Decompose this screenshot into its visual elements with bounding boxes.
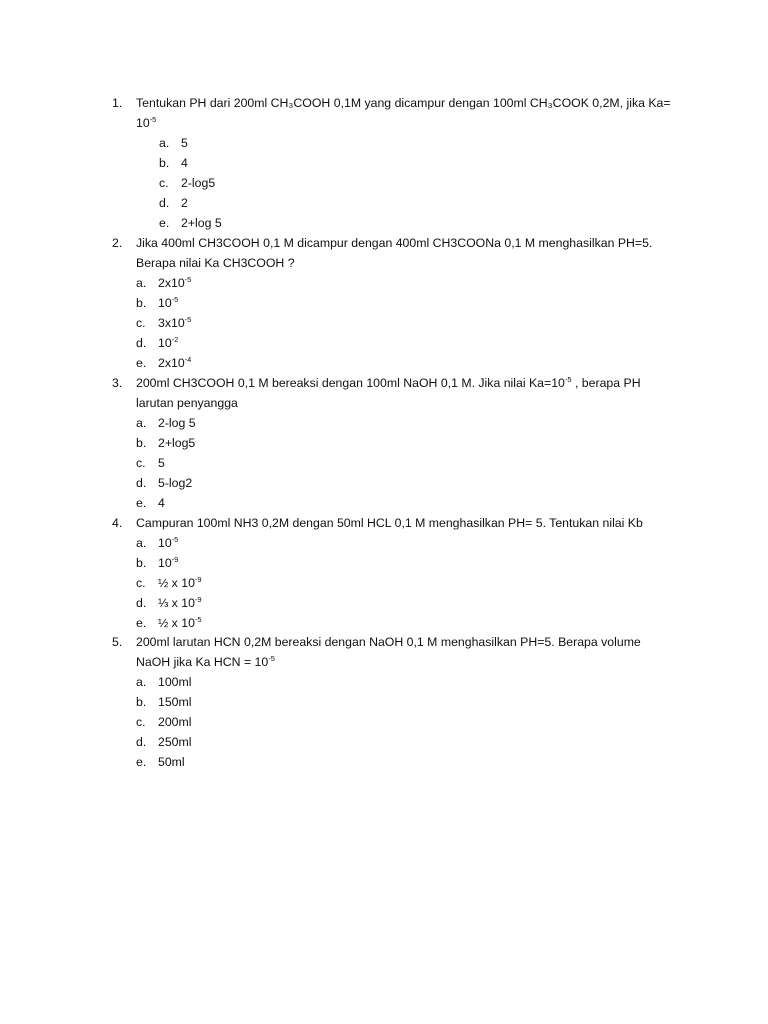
exponent: -5 — [171, 295, 179, 304]
option-value: 4 — [181, 156, 188, 170]
question-line: Berapa nilai Ka CH3COOH ? — [136, 256, 295, 270]
option-value: 100ml — [158, 675, 192, 689]
question-5 — [112, 632, 672, 672]
option-label: a. — [136, 416, 147, 430]
option-value: 2-log5 — [181, 176, 216, 190]
exponent: -5 — [184, 315, 192, 324]
question-line — [136, 652, 672, 672]
exponent-base: 10 — [136, 116, 150, 130]
option-label: d. — [136, 735, 147, 749]
exponent-base: 2x10 — [158, 276, 185, 290]
option-value — [158, 593, 202, 613]
option-value: 2 — [181, 196, 188, 210]
question-2 — [112, 233, 672, 273]
option-label: b. — [136, 436, 147, 450]
exponent: -5 — [171, 535, 179, 544]
option-value — [158, 553, 178, 573]
option-value: 150ml — [158, 695, 192, 709]
option-value — [158, 533, 178, 553]
question-line — [136, 113, 672, 133]
question-line: 200ml larutan HCN 0,2M bereaksi dengan NaOH 0,1 M menghasilkan PH=5. Berapa volume — [136, 635, 641, 649]
question-number: 1. — [112, 96, 123, 110]
option-value — [158, 573, 202, 593]
option-label: c. — [136, 715, 146, 729]
option-label: a. — [159, 136, 170, 150]
exponent-base: ½ x 10 — [158, 576, 195, 590]
question-text — [136, 93, 672, 133]
option-label: a. — [136, 536, 147, 550]
exponent: -4 — [184, 355, 192, 364]
option-label: e. — [136, 755, 147, 769]
exponent-base: 10 — [158, 536, 172, 550]
option-value: 5-log2 — [158, 476, 193, 490]
exponent-base: 10 — [158, 296, 172, 310]
question-line: Jika 400ml CH3COOH 0,1 M dicampur dengan 400ml CH3COONa 0,1 M menghasilkan PH=5. — [136, 236, 653, 250]
option-value: 4 — [158, 496, 165, 510]
exponent: -2 — [171, 335, 179, 344]
option-value — [158, 313, 191, 333]
question-number: 2. — [112, 236, 123, 250]
exponent-base: 2x10 — [158, 356, 185, 370]
option-label: c. — [136, 316, 146, 330]
option-label: a. — [136, 675, 147, 689]
exponent-base: 10 — [158, 556, 172, 570]
question-1 — [112, 93, 672, 133]
question-line: Tentukan PH dari 200ml CH₃COOH 0,1M yang dicampur dengan 100ml CH₃COOK 0,2M, jika Ka= — [136, 96, 671, 110]
option-label: d. — [136, 336, 147, 350]
option-label: b. — [159, 156, 170, 170]
question-line-part: 200ml CH3COOH 0,1 M bereaksi dengan 100ml NaOH 0,1 M. Jika nilai Ka=10 — [136, 376, 565, 390]
option-label: d. — [136, 596, 147, 610]
option-label: e. — [159, 216, 170, 230]
exponent-base: ½ x 10 — [158, 616, 195, 630]
option-value — [158, 273, 191, 293]
question-text — [136, 233, 672, 273]
option-label: e. — [136, 616, 147, 630]
option-value: 5 — [181, 136, 188, 150]
question-text — [136, 632, 672, 672]
exponent: -5 — [149, 115, 157, 124]
option-value — [158, 613, 202, 633]
question-text — [136, 513, 672, 533]
option-value: 5 — [158, 456, 165, 470]
exponent-base: NaOH jika Ka HCN = 10 — [136, 655, 269, 669]
question-text — [136, 373, 672, 413]
option-label: a. — [136, 276, 147, 290]
option-value: 50ml — [158, 755, 185, 769]
option-label: e. — [136, 496, 147, 510]
option-value: 2-log 5 — [158, 416, 196, 430]
option-value — [158, 353, 191, 373]
exponent: -5 — [184, 275, 192, 284]
exponent-base: 10 — [158, 336, 172, 350]
option-label: e. — [136, 356, 147, 370]
exponent: -9 — [194, 575, 202, 584]
option-label: d. — [159, 196, 170, 210]
question-line — [136, 373, 672, 393]
question-number: 5. — [112, 635, 123, 649]
exponent: -5 — [268, 654, 275, 663]
question-3 — [112, 373, 672, 413]
option-label: d. — [136, 476, 147, 490]
option-label: b. — [136, 556, 147, 570]
question-4 — [112, 513, 672, 533]
exponent-base: ⅓ x 10 — [158, 596, 195, 610]
option-value — [158, 293, 178, 313]
option-label: c. — [136, 576, 146, 590]
question-line: larutan penyangga — [136, 396, 238, 410]
exponent-base: 3x10 — [158, 316, 185, 330]
exponent: -5 — [564, 375, 572, 384]
option-value: 2+log 5 — [181, 216, 222, 230]
option-label: c. — [159, 176, 169, 190]
option-value: 2+log5 — [158, 436, 196, 450]
option-value: 200ml — [158, 715, 192, 729]
option-label: c. — [136, 456, 146, 470]
question-number: 3. — [112, 376, 123, 390]
exponent: -9 — [194, 595, 202, 604]
question-line: Campuran 100ml NH3 0,2M dengan 50ml HCL 0,1 M menghasilkan PH= 5. Tentukan nilai Kb — [136, 516, 643, 530]
exponent: -9 — [171, 555, 179, 564]
option-label: b. — [136, 695, 147, 709]
question-line-part: , berapa PH — [571, 376, 641, 390]
question-number: 4. — [112, 516, 123, 530]
exponent: -5 — [194, 615, 202, 624]
option-value: 250ml — [158, 735, 192, 749]
option-value — [158, 333, 178, 353]
option-label: b. — [136, 296, 147, 310]
